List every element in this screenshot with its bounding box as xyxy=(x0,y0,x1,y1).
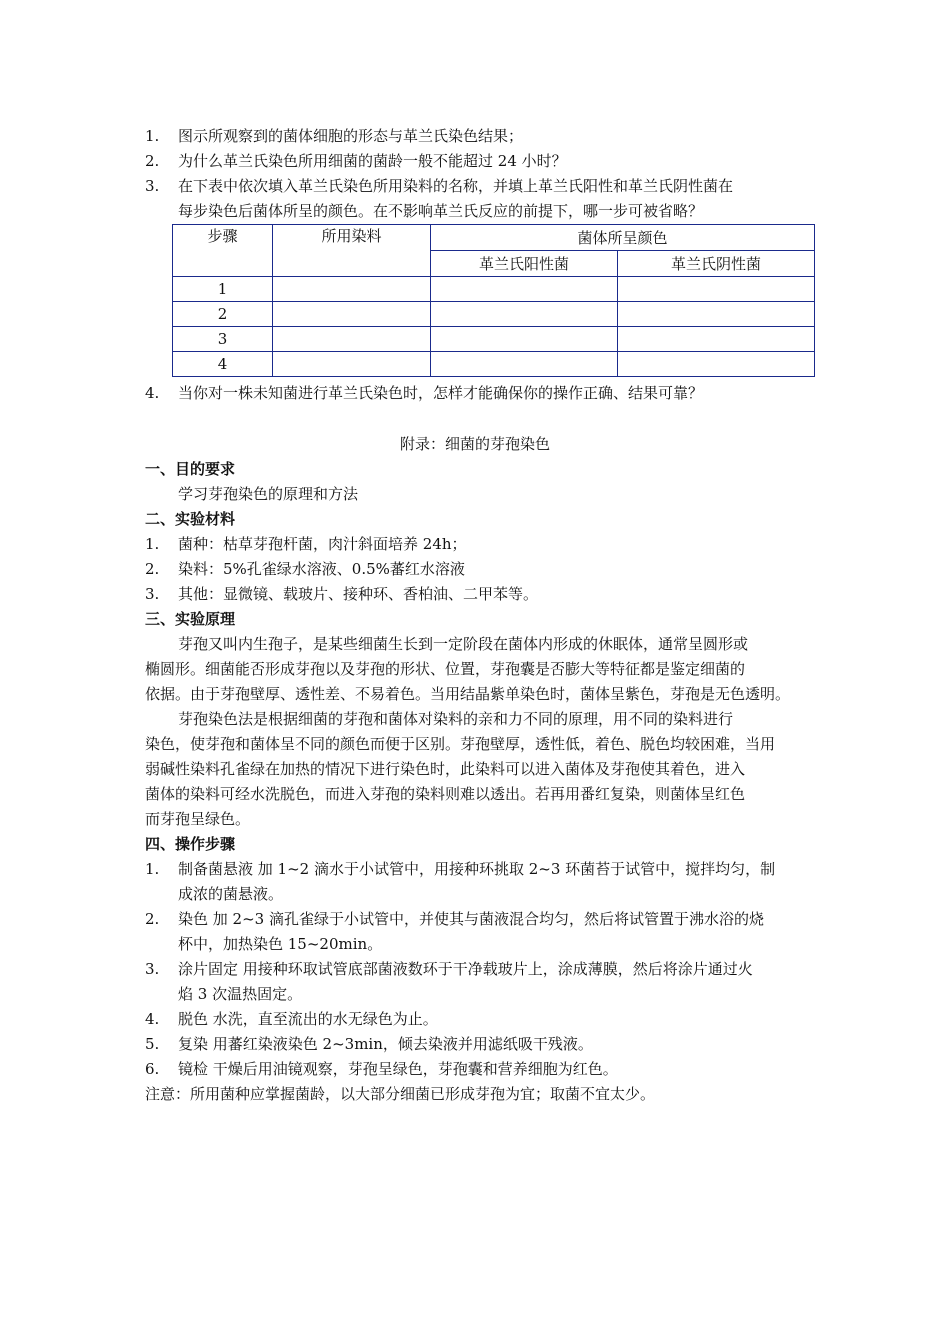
table-cell-step: 4 xyxy=(173,352,273,377)
section-1-heading: 一、目的要求 xyxy=(145,460,236,478)
table-row xyxy=(173,352,815,377)
table-row xyxy=(173,302,815,327)
table-cell-empty xyxy=(618,352,815,377)
question-4-number: 4. xyxy=(145,384,160,402)
appendix-title: 附录：细菌的芽孢染色 xyxy=(399,435,550,453)
table-cell-empty xyxy=(618,327,815,352)
step-3-line2: 焰 3 次温热固定。 xyxy=(178,985,303,1003)
step-5-number: 5. xyxy=(145,1035,160,1053)
table-cell-empty xyxy=(431,302,618,327)
principle-para1-line3: 依据。由于芽孢壁厚、透性差、不易着色。当用结晶紫单染色时，菌体呈紫色，芽孢是无色透明。 xyxy=(145,685,791,703)
principle-para2-line2: 染色，使芽孢和菌体呈不同的颜色而便于区别。芽孢壁厚，透性低，着色、脱色均较困难，当用 xyxy=(145,735,776,753)
principle-para1-line2: 椭圆形。细菌能否形成芽孢以及芽孢的形状、位置，芽孢囊是否膨大等特征都是鉴定细菌的 xyxy=(145,660,746,678)
question-2-text: 为什么革兰氏染色所用细菌的菌龄一般不能超过 24 小时？ xyxy=(178,152,567,170)
step-2-line2: 杯中，加热染色 15~20min。 xyxy=(178,935,383,953)
question-1-number: 1. xyxy=(145,127,160,145)
step-6-line1: 镜检 干燥后用油镜观察，芽孢呈绿色，芽孢囊和营养细胞为红色。 xyxy=(178,1060,618,1078)
step-3-number: 3. xyxy=(145,960,160,978)
table-cell-empty xyxy=(273,327,431,352)
principle-para2-line3: 弱碱性染料孔雀绿在加热的情况下进行染色时，此染料可以进入菌体及芽孢使其着色，进入 xyxy=(145,760,746,778)
gram-stain-table xyxy=(172,224,815,377)
step-4-line1: 脱色 水洗，直至流出的水无绿色为止。 xyxy=(178,1010,438,1028)
table-cell-empty xyxy=(273,277,431,302)
section-3-heading: 三、实验原理 xyxy=(145,610,236,628)
table-header-step: 步骤 xyxy=(173,225,273,277)
table-cell-empty xyxy=(273,352,431,377)
material-1-number: 1. xyxy=(145,535,160,553)
step-5-line1: 复染 用蕃红染液染色 2~3min，倾去染液并用滤纸吸干残液。 xyxy=(178,1035,593,1053)
table-cell-empty xyxy=(431,277,618,302)
question-1-text: 图示所观察到的菌体细胞的形态与革兰氏染色结果； xyxy=(178,127,524,145)
step-1-line2: 成浓的菌悬液。 xyxy=(178,885,284,903)
section-1-text: 学习芽孢染色的原理和方法 xyxy=(178,485,359,503)
question-3-text-line2: 每步染色后菌体所呈的颜色。在不影响革兰氏反应的前提下，哪一步可被省略？ xyxy=(178,202,704,220)
table-header-color: 菌体所呈颜色 xyxy=(431,225,815,251)
step-4-number: 4. xyxy=(145,1010,160,1028)
question-3-number: 3. xyxy=(145,177,160,195)
step-2-line1: 染色 加 2~3 滴孔雀绿于小试管中，并使其与菌液混合均匀，然后将试管置于沸水浴的烧 xyxy=(178,910,764,928)
table-cell-step: 3 xyxy=(173,327,273,352)
table-row xyxy=(173,277,815,302)
table-cell-step: 2 xyxy=(173,302,273,327)
table-cell-empty xyxy=(431,327,618,352)
table-header-dye: 所用染料 xyxy=(273,225,431,277)
material-1-text: 菌种：枯草芽孢杆菌，肉汁斜面培养 24h； xyxy=(178,535,467,553)
material-2-number: 2. xyxy=(145,560,160,578)
principle-para2-line4: 菌体的染料可经水洗脱色，而进入芽孢的染料则难以透出。若再用番红复染，则菌体呈红色 xyxy=(145,785,746,803)
section-2-heading: 二、实验材料 xyxy=(145,510,236,528)
question-2-number: 2. xyxy=(145,152,160,170)
section-4-heading: 四、操作步骤 xyxy=(145,835,236,853)
table-cell-empty xyxy=(273,302,431,327)
material-3-number: 3. xyxy=(145,585,160,603)
table-cell-empty xyxy=(618,302,815,327)
table-cell-empty xyxy=(618,277,815,302)
table-header-gram-positive: 革兰氏阳性菌 xyxy=(431,251,618,277)
note-text: 注意：所用菌种应掌握菌龄，以大部分细菌已形成芽孢为宜；取菌不宜太少。 xyxy=(145,1085,656,1103)
step-1-number: 1. xyxy=(145,860,160,878)
question-3-text-line1: 在下表中依次填入革兰氏染色所用染料的名称，并填上革兰氏阳性和革兰氏阴性菌在 xyxy=(178,177,734,195)
table-header-gram-negative: 革兰氏阴性菌 xyxy=(618,251,815,277)
question-4-text: 当你对一株未知菌进行革兰氏染色时，怎样才能确保你的操作正确、结果可靠？ xyxy=(178,384,704,402)
principle-para2-line1: 芽孢染色法是根据细菌的芽孢和菌体对染料的亲和力不同的原理，用不同的染料进行 xyxy=(178,710,734,728)
step-3-line1: 涂片固定 用接种环取试管底部菌液数环于干净载玻片上，涂成薄膜，然后将涂片通过火 xyxy=(178,960,753,978)
step-6-number: 6. xyxy=(145,1060,160,1078)
principle-para2-line5: 而芽孢呈绿色。 xyxy=(145,810,251,828)
table-cell-step: 1 xyxy=(173,277,273,302)
step-2-number: 2. xyxy=(145,910,160,928)
material-2-text: 染料：5%孔雀绿水溶液、0.5%蕃红水溶液 xyxy=(178,560,465,578)
table-cell-empty xyxy=(431,352,618,377)
table-row xyxy=(173,327,815,352)
principle-para1-line1: 芽孢又叫内生孢子，是某些细菌生长到一定阶段在菌体内形成的休眠体，通常呈圆形或 xyxy=(178,635,749,653)
step-1-line1: 制备菌悬液 加 1~2 滴水于小试管中，用接种环挑取 2~3 环菌苔于试管中，搅拌均匀，制 xyxy=(178,860,776,878)
material-3-text: 其他：显微镜、载玻片、接种环、香柏油、二甲苯等。 xyxy=(178,585,539,603)
